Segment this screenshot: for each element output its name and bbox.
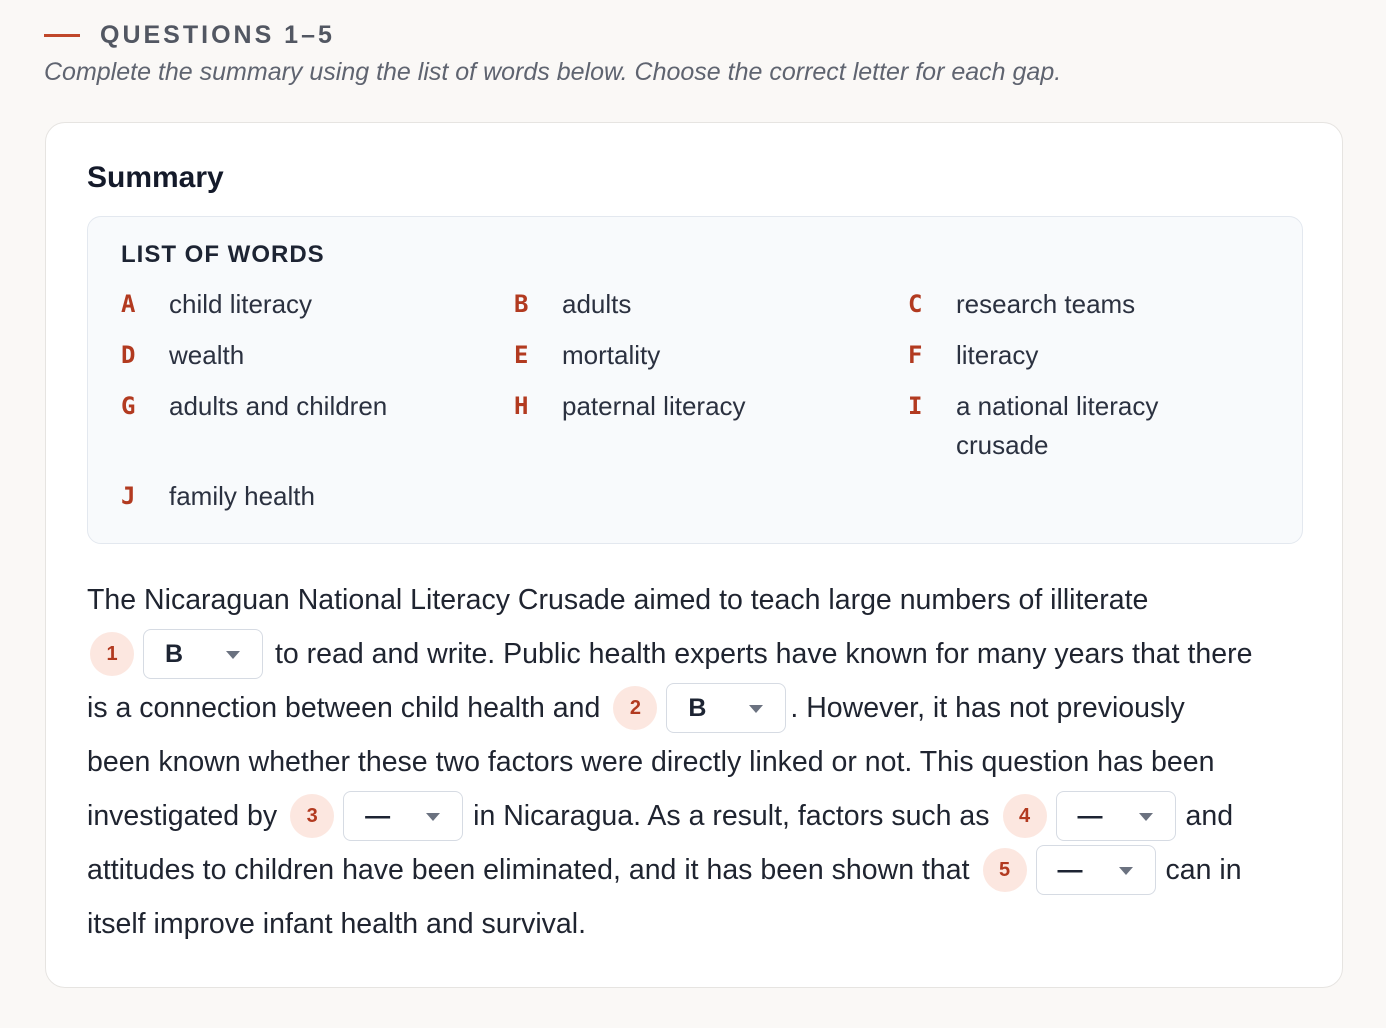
word-letter: E <box>514 341 529 369</box>
word-letter: C <box>908 290 923 318</box>
word-item-h <box>514 387 862 426</box>
chevron-down-icon <box>226 651 240 659</box>
passage-text: and <box>1185 800 1234 832</box>
word-letter: A <box>121 290 136 318</box>
word-letter: H <box>514 392 529 420</box>
gap-5 <box>980 845 1156 895</box>
gap-1 <box>87 629 263 679</box>
summary-passage <box>87 573 1317 951</box>
word-text: wealth <box>169 340 245 370</box>
chevron-down-icon <box>1139 813 1153 821</box>
gap-2 <box>610 683 786 733</box>
word-letter: J <box>121 482 136 510</box>
gap-2-select[interactable] <box>666 683 786 733</box>
word-text: a national literacy crusade <box>956 391 1159 460</box>
chevron-down-icon <box>749 705 763 713</box>
word-item-f <box>908 336 1256 375</box>
word-letter: D <box>121 341 136 369</box>
summary-card <box>45 122 1343 988</box>
gap-selected-value: — <box>365 802 391 830</box>
passage-text: The Nicaraguan National Literacy Crusade aimed to teach large numbers of illiterate <box>87 584 1149 616</box>
passage-line <box>87 681 1317 735</box>
word-item-g <box>121 387 469 426</box>
gap-1-select[interactable] <box>143 629 263 679</box>
passage-text: . However, it has not previously <box>790 692 1185 724</box>
gap-selected-value: — <box>1057 856 1083 884</box>
gap-selected-value: B <box>165 640 184 668</box>
word-text: adults <box>562 289 632 319</box>
chevron-down-icon <box>1119 867 1133 875</box>
gap-5-select[interactable] <box>1036 845 1156 895</box>
accent-line <box>44 34 80 37</box>
word-letter: G <box>121 392 136 420</box>
passage-text: can in <box>1165 854 1242 886</box>
passage-text: investigated by <box>87 800 278 832</box>
gap-3-select[interactable] <box>343 791 463 841</box>
passage-line <box>87 735 1317 789</box>
gap-number-badge: 1 <box>90 632 134 676</box>
word-item-a <box>121 285 469 324</box>
word-item-e <box>514 336 862 375</box>
chevron-down-icon <box>426 813 440 821</box>
passage-line <box>87 789 1317 843</box>
gap-selected-value: B <box>688 694 707 722</box>
word-text: research teams <box>956 289 1136 319</box>
questions-header <box>44 18 1344 87</box>
passage-text: is a connection between child health and <box>87 692 601 724</box>
passage-text: itself improve infant health and survival. <box>87 908 587 940</box>
passage-text: been known whether these two factors were directly linked or not. This question has been <box>87 746 1215 778</box>
passage-text: to read and write. Public health experts have known for many years that there <box>275 638 1253 670</box>
word-text: adults and children <box>169 391 388 421</box>
word-item-c <box>908 285 1256 324</box>
word-text: family health <box>169 481 315 511</box>
word-text: mortality <box>562 340 661 370</box>
passage-text: attitudes to children have been eliminated, and it has been shown that <box>87 854 970 886</box>
word-list-box <box>87 216 1303 544</box>
gap-number-badge: 3 <box>290 794 334 838</box>
gap-number-badge: 4 <box>1003 794 1047 838</box>
questions-title: QUESTIONS 1–5 <box>100 20 335 49</box>
instructions-text: Complete the summary using the list of words below. Choose the correct letter for each gap. <box>44 58 1062 86</box>
passage-line <box>87 627 1317 681</box>
word-list-title: LIST OF WORDS <box>121 241 325 268</box>
word-text: paternal literacy <box>562 391 746 421</box>
word-item-i <box>908 387 1206 465</box>
summary-title: Summary <box>87 161 224 194</box>
word-letter: B <box>514 290 529 318</box>
word-item-j <box>121 477 469 516</box>
word-text: literacy <box>956 340 1039 370</box>
passage-line <box>87 573 1317 627</box>
gap-3 <box>287 791 463 841</box>
word-item-b <box>514 285 862 324</box>
gap-4-select[interactable] <box>1056 791 1176 841</box>
gap-number-badge: 5 <box>983 848 1027 892</box>
gap-selected-value: — <box>1077 802 1103 830</box>
word-item-d <box>121 336 469 375</box>
word-letter: F <box>908 341 923 369</box>
passage-text: in Nicaragua. As a result, factors such as <box>473 800 990 832</box>
gap-4 <box>1000 791 1176 841</box>
word-letter: I <box>908 392 923 420</box>
passage-line <box>87 897 1317 951</box>
gap-number-badge: 2 <box>613 686 657 730</box>
word-text: child literacy <box>169 289 313 319</box>
passage-line <box>87 843 1317 897</box>
